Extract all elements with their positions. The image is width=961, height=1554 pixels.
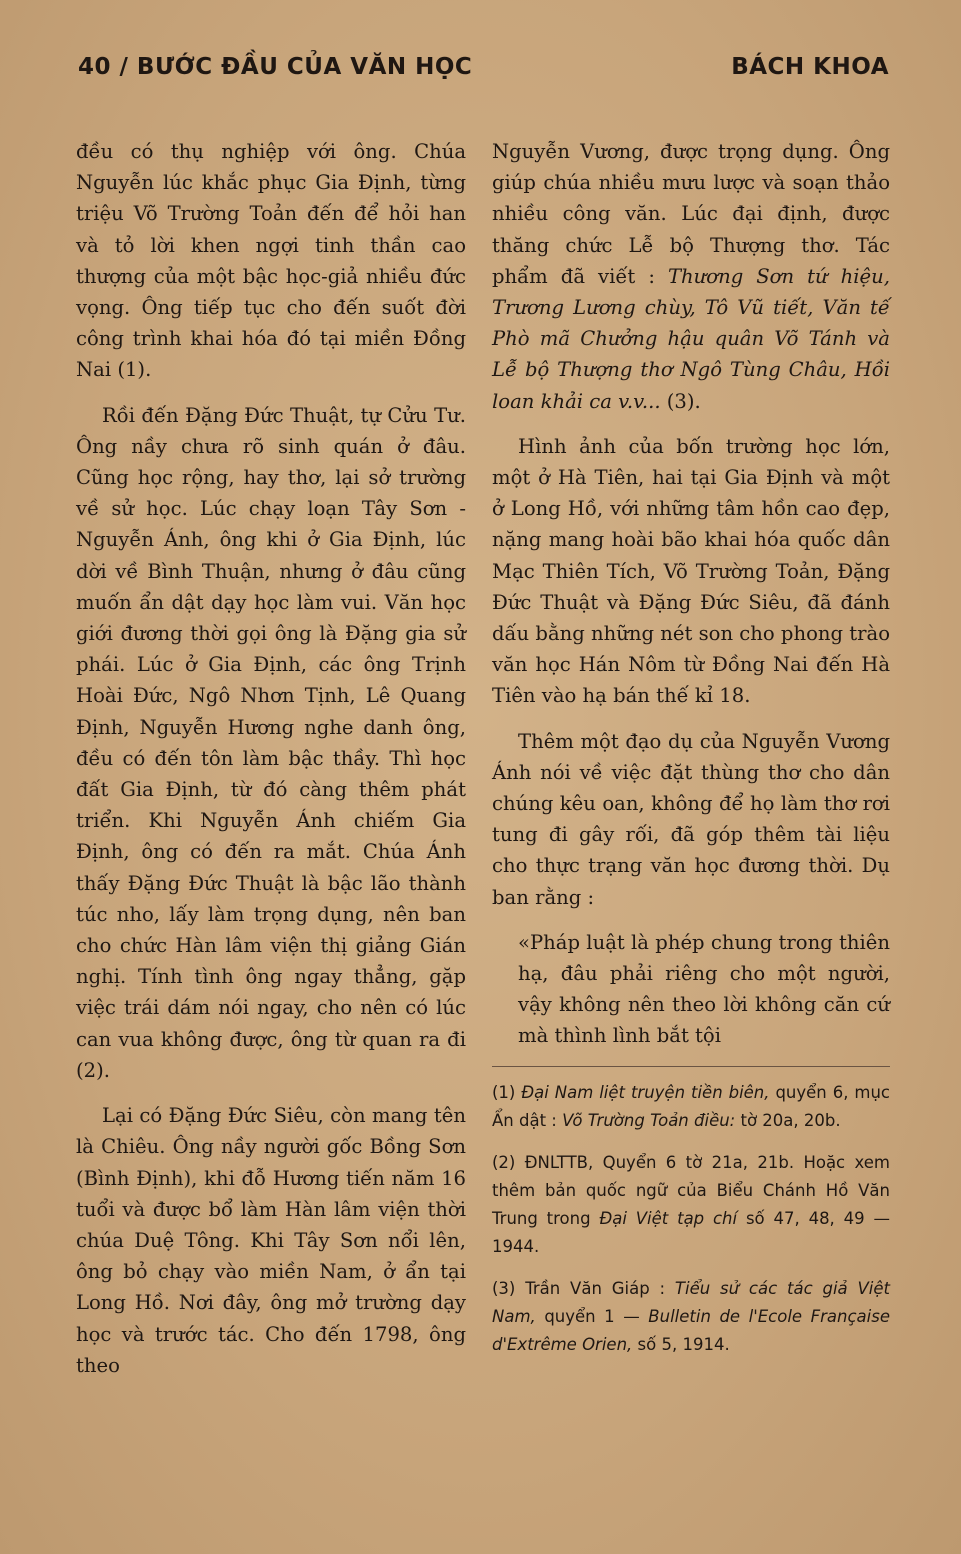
footnote-1 xyxy=(492,1079,890,1135)
paragraph xyxy=(492,136,890,417)
paragraph-text: Nguyễn Vương, được trọng dụng. Ông giúp chúa nhiều mưu lược và soạn thảo nhiều công văn. Lúc đại định, được thăng chức Lễ bộ Thượng thơ. Tác phẩm đã viết : xyxy=(492,140,890,288)
footnote-text: số 47, 48, 49 — 1944. xyxy=(492,1208,890,1256)
footnote-text: số 5, 1914. xyxy=(632,1334,730,1354)
footnote-text: quyển 1 — xyxy=(535,1306,649,1326)
edict-quote: «Pháp luật là phép chung trong thiên hạ, đâu phải riêng cho một người, vậy không nên theo lời không căn cứ mà thình lình bắt tội xyxy=(518,930,890,1048)
page-header xyxy=(78,50,889,84)
footnote-3 xyxy=(492,1275,890,1359)
running-title: 40 / BƯỚC ĐẦU CỦA VĂN HỌC xyxy=(78,54,473,80)
paragraph: đều có thụ nghiệp với ông. Chúa Nguyễn lúc khắc phục Gia Định, từng triệu Võ Trường Toản đến để hỏi han và tỏ lời khen ngợi tinh thần cao thượng của một bậc học-giả nhiều đức vọng. Ông tiếp tục cho đến suốt đời công trình khai hóa đó tại miền Đồng Nai (1). xyxy=(76,140,466,382)
paragraph: Lại có Đặng Đức Siêu, còn mang tên là Chiêu. Ông nầy người gốc Bồng Sơn (Bình Định), khi đỗ Hương tiến năm 16 tuổi và được bổ làm Hàn lâm viện thời chúa Duệ Tông. Khi Tây Sơn nổi lên, ông bỏ chạy vào miền Nam, ở ẩn tại Long Hồ. Nơi đây, ông mở trường dạy học và trước tác. Cho đến 1798, ông theo xyxy=(76,1104,466,1377)
magazine-name: BÁCH KHOA xyxy=(731,54,889,80)
footnote-text: Tiểu sử các tác giả Việt Nam, xyxy=(492,1278,890,1326)
footnote-text: quyển 6, mục Ẩn dật : xyxy=(492,1082,890,1130)
footnote-ref: (3). xyxy=(666,389,701,413)
footnote-2 xyxy=(492,1149,890,1261)
footnotes xyxy=(492,1066,890,1359)
footnote-text: Đại Việt tạp chí xyxy=(599,1208,738,1228)
footnote-text: tờ 20a, 20b. xyxy=(735,1110,841,1130)
right-column xyxy=(492,136,890,1373)
footnote-text: Bulletin de l'Ecole Française d'Extrême Orien, xyxy=(492,1306,890,1354)
paragraph: Hình ảnh của bốn trường học lớn, một ở Hà Tiên, hai tại Gia Định và một ở Long Hồ, với những tâm hồn cao đẹp, nặng mang hoài bão khai hóa quốc dân Mạc Thiên Tích, Võ Trường Toản, Đặng Đức Thuật và Đặng Đức Siêu, đã đánh dấu bằng những nét son cho phong trào văn học Hán Nôm từ Đồng Nai đến Hà Tiên vào hạ bán thế kỉ 18. xyxy=(492,434,890,708)
footnote-text: Võ Trường Toản điều: xyxy=(562,1110,736,1130)
footnote-text: (1) xyxy=(492,1082,522,1102)
footnote-text: (3) Trần Văn Giáp : xyxy=(492,1278,675,1298)
left-column xyxy=(76,136,466,1395)
footnote-text: (2) ĐNLTTB, Quyển 6 tờ 21a, 21b. Hoặc xem thêm bản quốc ngữ của Biểu Chánh Hồ Văn Trung trong xyxy=(492,1152,890,1228)
footnote-text: Đại Nam liệt truyện tiền biên, xyxy=(521,1082,770,1102)
paragraph: Thêm một đạo dụ của Nguyễn Vương Ánh nói về việc đặt thùng thơ cho dân chúng kêu oan, không để họ làm thơ rơi tung đi gây rối, đã góp thêm tài liệu cho thực trạng văn học đương thời. Dụ ban rằng : xyxy=(492,729,890,909)
paragraph: Rồi đến Đặng Đức Thuật, tự Cửu Tư. Ông nầy chưa rõ sinh quán ở đâu. Cũng học rộng, hay thơ, lại sở trường về sử học. Lúc chạy loạn Tây Sơn - Nguyễn Ánh, ông khi ở Gia Định, lúc dời về Bình Thuận, nhưng ở đâu cũng muốn ẩn dật dạy học làm vui. Văn học giới đương thời gọi ông là Đặng gia sử phái. Lúc ở Gia Định, các ông Trịnh Hoài Đức, Ngô Nhơn Tịnh, Lê Quang Định, Nguyễn Hương nghe danh ông, đều có đến tôn làm bậc thầy. Thì học đất Gia Định, từ đó càng thêm phát triển. Khi Nguyễn Ánh chiếm Gia Định, ông có đến ra mắt. Chúa Ánh thấy Đặng Đức Thuật là bậc lão thành túc nho, lấy làm trọng dụng, nên ban cho chức Hàn lâm viện thị giảng Gián nghị. Tính tình ông ngay thẳng, gặp việc trái dám nói ngay, cho nên có lúc can vua không được, ông từ quan ra đi (2). xyxy=(76,403,466,1082)
works-list: Thương Sơn tứ hiệu, Trương Lương chùy, Tô Vũ tiết, Văn tế Phò mã Chưởng hậu quân Võ Tánh và Lễ bộ Thượng thơ Ngô Tùng Châu, Hồi loan khải ca v.v... xyxy=(492,264,890,413)
